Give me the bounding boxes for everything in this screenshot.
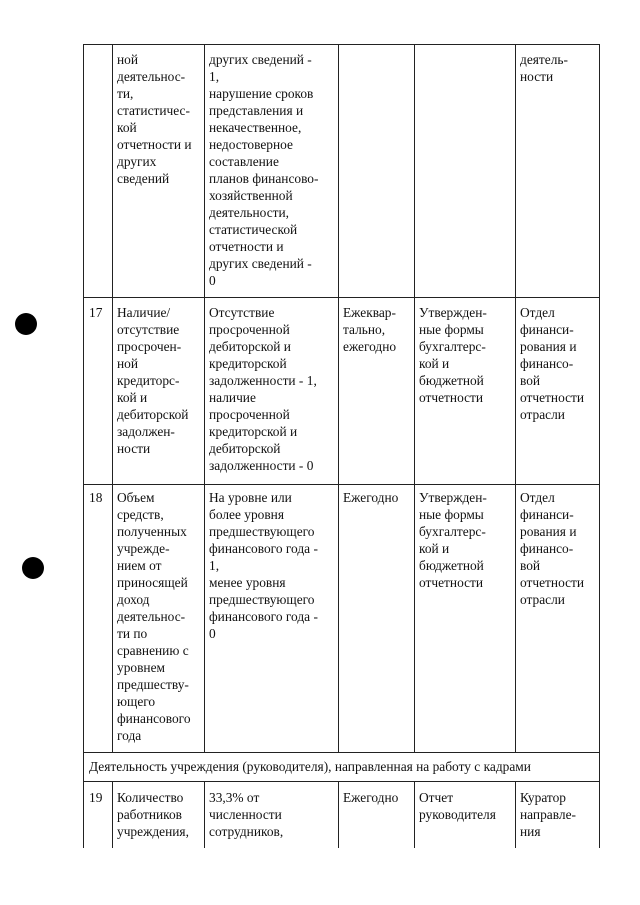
row-19-indicator: Количество работников учреждения, bbox=[117, 790, 189, 839]
row-17-number: 17 bbox=[89, 305, 103, 320]
column-divider bbox=[338, 781, 339, 848]
column-divider bbox=[112, 781, 113, 848]
row-17-source: Утвержден- ные формы бухгалтерс- кой и бюджетной отчетности bbox=[419, 305, 487, 405]
row-19-responsible: Куратор направле- ния bbox=[520, 790, 576, 839]
table-border-top bbox=[83, 44, 600, 45]
column-divider bbox=[204, 781, 205, 848]
row-continuation-criteria: других сведений - 1, нарушение сроков представления и некачественное, недостоверное составление планов финансово- хозяйственной деятельности, статистической отчетности и других сведений - 0 bbox=[209, 52, 319, 288]
punch-hole bbox=[15, 313, 37, 335]
row-17-indicator: Наличие/ отсутствие просрочен- ной кредиторс- кой и дебиторской задолжен- ности bbox=[117, 305, 189, 456]
column-divider bbox=[414, 44, 415, 752]
row-19-number: 19 bbox=[89, 790, 103, 805]
row-18-indicator: Объем средств, полученных учрежде- нием от приносящей доход деятельнос- ти по сравнению с уровнем предшеству- ющего финансового года bbox=[117, 490, 191, 743]
table-border-left bbox=[83, 44, 84, 848]
row-17-frequency: Ежеквар- тально, ежегодно bbox=[343, 305, 397, 354]
column-divider bbox=[204, 44, 205, 752]
column-divider bbox=[112, 44, 113, 752]
row-divider bbox=[83, 297, 600, 298]
column-divider bbox=[515, 781, 516, 848]
row-17-responsible: Отдел финанси- рования и финансо- вой отчетности отрасли bbox=[520, 305, 585, 422]
row-19-criteria: 33,3% от численности сотрудников, bbox=[209, 790, 284, 839]
row-divider bbox=[83, 781, 600, 782]
row-divider bbox=[83, 752, 600, 753]
column-divider bbox=[414, 781, 415, 848]
row-18-criteria: На уровне или более уровня предшествующего финансового года - 1, менее уровня предшествующего финансового года - 0 bbox=[209, 490, 318, 641]
row-18-responsible: Отдел финанси- рования и финансо- вой отчетности отрасли bbox=[520, 490, 585, 607]
column-divider bbox=[515, 44, 516, 752]
row-18-source: Утвержден- ные формы бухгалтерс- кой и бюджетной отчетности bbox=[419, 490, 487, 590]
row-19-source: Отчет руководителя bbox=[419, 790, 496, 822]
row-19-frequency: Ежегодно bbox=[343, 790, 399, 805]
punch-hole bbox=[22, 557, 44, 579]
row-18-frequency: Ежегодно bbox=[343, 490, 399, 505]
table-border-right bbox=[599, 44, 600, 848]
row-18-number: 18 bbox=[89, 490, 103, 505]
column-divider bbox=[338, 44, 339, 752]
row-continuation-responsible: деятель- ности bbox=[520, 52, 568, 84]
row-continuation-indicator: ной деятельнос- ти, статистичес- кой отчетности и других сведений bbox=[117, 52, 192, 186]
row-17-criteria: Отсутствие просроченной дебиторской и кредиторской задолженности - 1, наличие просроченной кредиторской и дебиторской задолженности - 0 bbox=[209, 305, 317, 473]
row-divider bbox=[83, 484, 600, 485]
section-header: Деятельность учреждения (руководителя), направленная на работу с кадрами bbox=[89, 759, 531, 774]
